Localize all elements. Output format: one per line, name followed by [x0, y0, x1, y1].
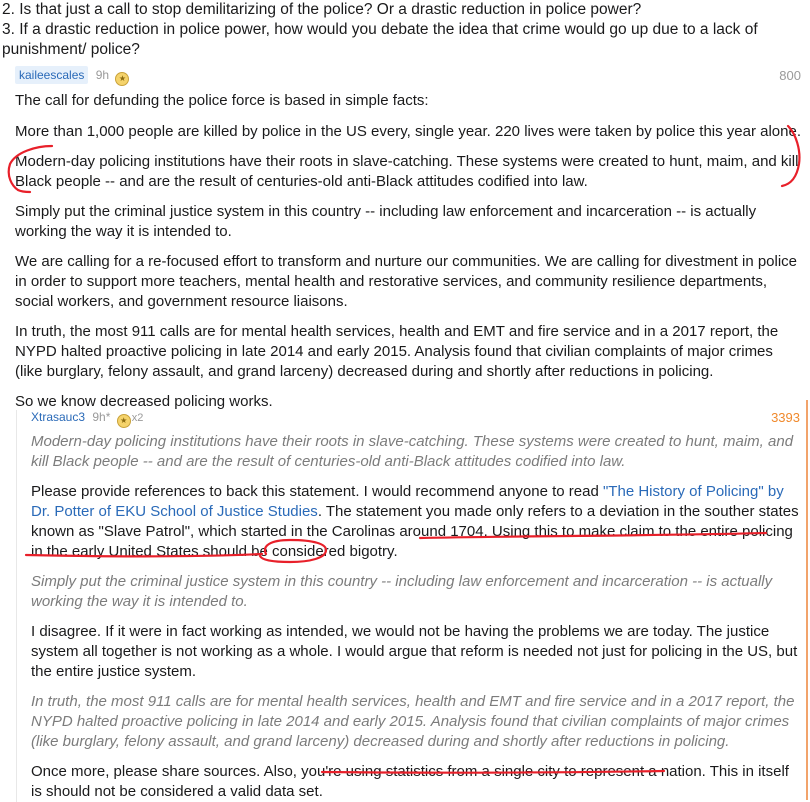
comment-header — [31, 410, 800, 432]
reply-paragraph: I disagree. If it were in fact working as intended, we would not be having the problems we are today. The justice system all together is not working as a whole. I would argue that reform is needed not just for policing in the US, but the entire justice system. — [31, 623, 798, 680]
comment-time: 9h — [95, 68, 110, 82]
award-icon: ★ — [115, 72, 129, 86]
comment-paragraph: In truth, the most 911 calls are for mental health services, health and EMT and fire service and in a 2017 report, the NYPD halted proactive policing in late 2014 and early 2015. Analysis found that civilian complaints of major crimes (like burglary, felony assault, and grand larceny) decreased during and shortly after reductions in policing. — [15, 323, 779, 380]
comment-paragraph: The call for defunding the police force is based in simple facts: — [15, 92, 429, 109]
comment-score: 800 — [779, 68, 801, 83]
reply-paragraph: Once more, please share sources. Also, you're using statistics from a single city to represent a nation. This in itself is should not be considered a valid data set. — [31, 763, 789, 800]
quoted-text: Simply put the criminal justice system in this country -- including law enforcement and incarceration -- is actually working the way it is intended to. — [31, 573, 773, 610]
username-link[interactable]: Xtrasauc3 — [31, 410, 86, 424]
reply-text: . The statement you made only refers to a deviation in the souther states known as "Slave Patrol", which started in the Carolinas around 1704. Using this to make claim to the entire policing in the early United States should be considered bigotry. — [31, 503, 799, 560]
award-count: x2 — [131, 412, 144, 424]
question-3: 3. If a drastic reduction in police power, how would you debate the idea that crime would go up due to a lack of punishment/ police? — [2, 21, 758, 58]
comment-xtrasauc3 — [16, 410, 800, 802]
thread-bar[interactable] — [806, 400, 808, 800]
question-2: 2. Is that just a call to stop demilitarizing of the police? Or a drastic reduction in police power? — [2, 1, 642, 18]
comment-paragraph: More than 1,000 people are killed by police in the US every, single year. 220 lives were taken by police this year alone. — [15, 123, 802, 140]
comment-paragraph: Simply put the criminal justice system in this country -- including law enforcement and incarceration -- is actually working the way it is intended to. — [15, 203, 757, 240]
quoted-text: In truth, the most 911 calls are for mental health services, health and EMT and fire service and in a 2017 report, the NYPD halted proactive policing in late 2014 and early 2015. Analysis found that civilian complaints of major crimes (like burglary, felony assault, and grand larceny) decreased during and shortly after reductions in policing. — [31, 693, 795, 750]
comment-paragraph: So we know decreased policing works. — [15, 393, 273, 410]
comment-time: 9h* — [92, 410, 111, 424]
reply-text: Please provide references to back this statement. I would recommend anyone to read — [31, 483, 603, 500]
award-icon: ★ — [117, 414, 131, 428]
comment-paragraph: We are calling for a re-focused effort to transform and nurture our communities. We are calling for divestment in police in order to support more teachers, mental health and restorative services, and community resilience departments, social workers, and government resource liaisons. — [15, 253, 798, 310]
comment-score: 3393 — [771, 410, 800, 425]
reply-paragraph — [31, 482, 800, 562]
post-body-tail — [2, 0, 808, 60]
reference-link[interactable]: "The History of Policing" by Dr. Potter of EKU School of Justice Studies — [31, 483, 784, 520]
quoted-text: Modern-day policing institutions have their roots in slave-catching. These systems were created to hunt, maim, and kill Black people -- and are the result of centuries-old anti-Black attitudes codified into law. — [31, 433, 794, 470]
comment-header — [15, 66, 801, 88]
comment-kaileescales — [15, 66, 801, 412]
comment-paragraph: Modern-day policing institutions have their roots in slave-catching. These systems were created to hunt, maim, and kill Black people -- and are the result of centuries-old anti-Black attitudes codified into law. — [15, 153, 799, 190]
username-link[interactable]: kaileescales — [15, 66, 88, 84]
